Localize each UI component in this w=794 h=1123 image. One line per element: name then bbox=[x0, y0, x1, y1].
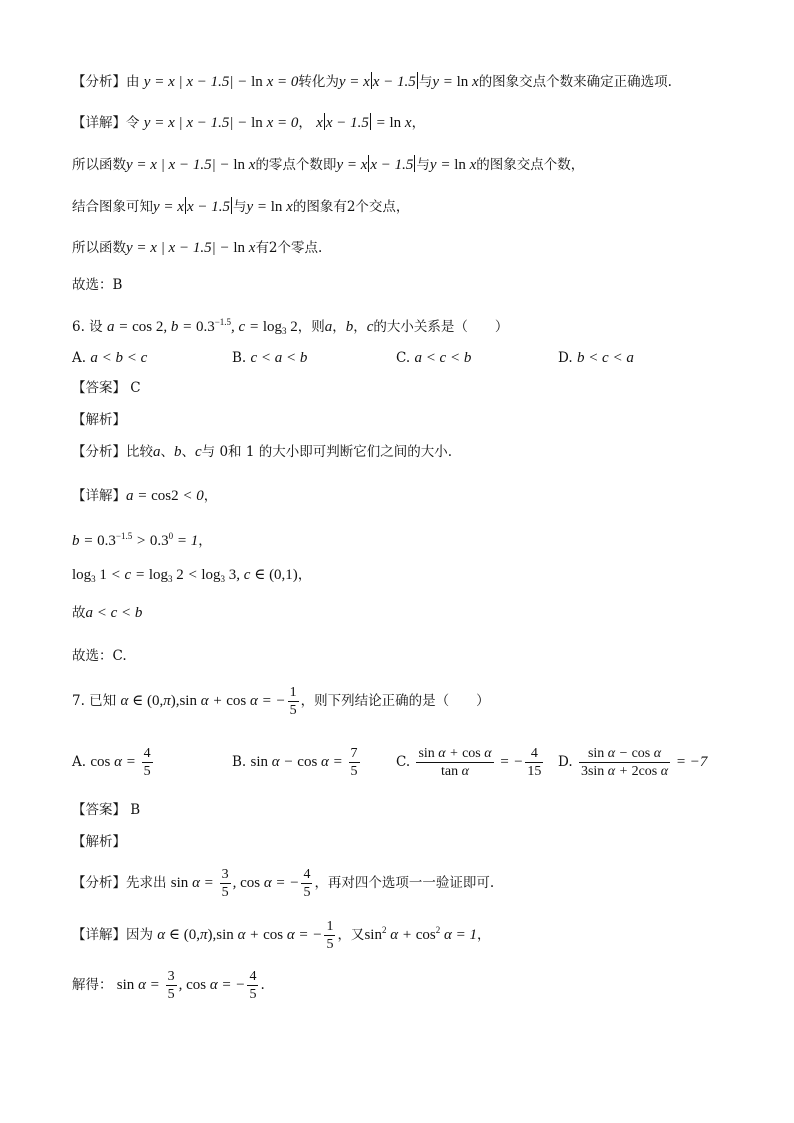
formula: y = ln x bbox=[432, 74, 479, 90]
q7-option-c: C. $\frac{\text{sin α + cos α}}{\text{tan α}}$ = − $\frac{4}{15}$ bbox=[396, 746, 542, 779]
formula: α ∈ (0,π),sin α + cos α = − $\frac{1}{5}$ bbox=[120, 685, 297, 718]
q5-line-3: 所以函数y = x | x − 1.5| − ln x的零点个数即y = x x − 1.5 与y = ln x的图象交点个数， bbox=[72, 157, 585, 173]
q6-answer: 【答案】 C bbox=[72, 380, 141, 396]
q7-stem: 7. 已知 α ∈ (0,π),sin α + cos α = − $\frac{1}{5}$ ，则下列结论正确的是（ ） bbox=[72, 685, 490, 718]
formula: sin α = $\frac{3}{5}$ , cos α = − $\frac{4}{5}$ bbox=[170, 867, 311, 900]
q7-detail-line: 【详解】因为 α ∈ (0,π),sin α + cos α = − $\frac{1}{5}$ ，又$\sin^2 \alpha + \cos^2 \alpha = 1$， bbox=[72, 919, 491, 952]
q6-detail-b: $b = 0.3^{-1.5} > 0.3^0 = 1$， bbox=[72, 531, 212, 549]
q5-analysis-line: 【分析】由 y = x | x − 1.5| − ln x = 0转化为y = x x − 1.5 与y = ln x的图象交点个数来确定正确选项. bbox=[72, 74, 672, 90]
q6-choice: 故选：C. bbox=[72, 648, 127, 664]
q7-option-b: B. sin α − cos α = $\frac{7}{5}$ bbox=[232, 746, 358, 779]
formula: y = x x − 1.5 bbox=[153, 199, 230, 215]
q7-option-d: D. $\frac{\text{sin α − cos α}}{\text{3sin α + 2cos α}}$ = −7 bbox=[558, 746, 708, 779]
q6-analysis-line: 【分析】比较a、b、c与 0和 1 的大小即可判断它们之间的大小. bbox=[72, 444, 453, 460]
q5-line-4: 结合图象可知y = x x − 1.5 与y = ln x的图象有2个交点， bbox=[72, 199, 410, 215]
formula: y = x | x − 1.5| − ln x bbox=[126, 240, 256, 256]
formula: a < c < b bbox=[85, 605, 143, 621]
formula: a = cos2 < 0 bbox=[126, 488, 204, 504]
formula: y = x | x − 1.5| − ln x = 0 bbox=[143, 115, 299, 131]
formula: $\sin^2 \alpha + \cos^2 \alpha = 1$ bbox=[364, 924, 477, 943]
q6-jiexi: 【解析】 bbox=[72, 412, 126, 428]
formula: y = x x − 1.5 bbox=[338, 74, 416, 90]
formula: y = x | x − 1.5| − ln x = 0 bbox=[143, 74, 299, 90]
q7-solution-line: 解得： sin α = $\frac{3}{5}$ , cos α = − $\frac{4}{5}$ . bbox=[72, 969, 265, 1002]
formula: $b = 0.3^{-1.5} > 0.3^0 = 1$ bbox=[72, 531, 199, 549]
q6-option-b: B. c < a < b bbox=[232, 350, 308, 366]
q6-option-a: A. a < b < c bbox=[72, 350, 148, 366]
q6-detail-line: 【详解】a = cos2 < 0， bbox=[72, 488, 218, 504]
formula: y = x | x − 1.5| − ln x bbox=[126, 157, 256, 173]
q7-jiexi: 【解析】 bbox=[72, 834, 126, 850]
q7-option-a: A. cos α = $\frac{4}{5}$ bbox=[72, 746, 151, 779]
formula: $\log_3 1 < c = \log_3 2 < \log_3 3$, c ∈ (0,1) bbox=[72, 567, 298, 584]
formula: y = ln x bbox=[429, 157, 477, 173]
formula: y = x x − 1.5 bbox=[336, 157, 414, 173]
q5-detail-line: 【详解】令 y = x | x − 1.5| − ln x = 0， x x − 1.5 = ln x， bbox=[72, 115, 426, 131]
q5-line-5: 所以函数y = x | x − 1.5| − ln x有2个零点. bbox=[72, 240, 323, 256]
q6-stem: 6. 设 a = cos 2, $b = 0.3^{-1.5}$, $c = \log_3 2$，则a，b，c的大小关系是（ ） bbox=[72, 317, 509, 336]
q6-option-d: D. b < c < a bbox=[558, 350, 634, 366]
q6-conclusion: 故a < c < b bbox=[72, 605, 143, 621]
formula: a = cos 2, $b = 0.3^{-1.5}$, $c = \log_3 2$ bbox=[106, 317, 298, 336]
q6-detail-c: $\log_3 1 < c = \log_3 2 < \log_3 3$, c ∈ (0,1)， bbox=[72, 567, 312, 584]
formula: y = ln x bbox=[246, 199, 293, 215]
formula: x x − 1.5 = ln x bbox=[316, 115, 412, 131]
q5-choice: 故选：B bbox=[72, 277, 123, 293]
formula: sin α = $\frac{3}{5}$ , cos α = − $\frac{4}{5}$ bbox=[116, 969, 257, 1002]
formula: α ∈ (0,π),sin α + cos α = − $\frac{1}{5}$ bbox=[157, 919, 334, 952]
q6-option-c: C. a < c < b bbox=[396, 350, 472, 366]
q7-analysis-line: 【分析】先求出 sin α = $\frac{3}{5}$ , cos α = − $\frac{4}{5}$ ，再对四个选项一一验证即可. bbox=[72, 867, 495, 900]
q7-answer: 【答案】 B bbox=[72, 802, 141, 818]
